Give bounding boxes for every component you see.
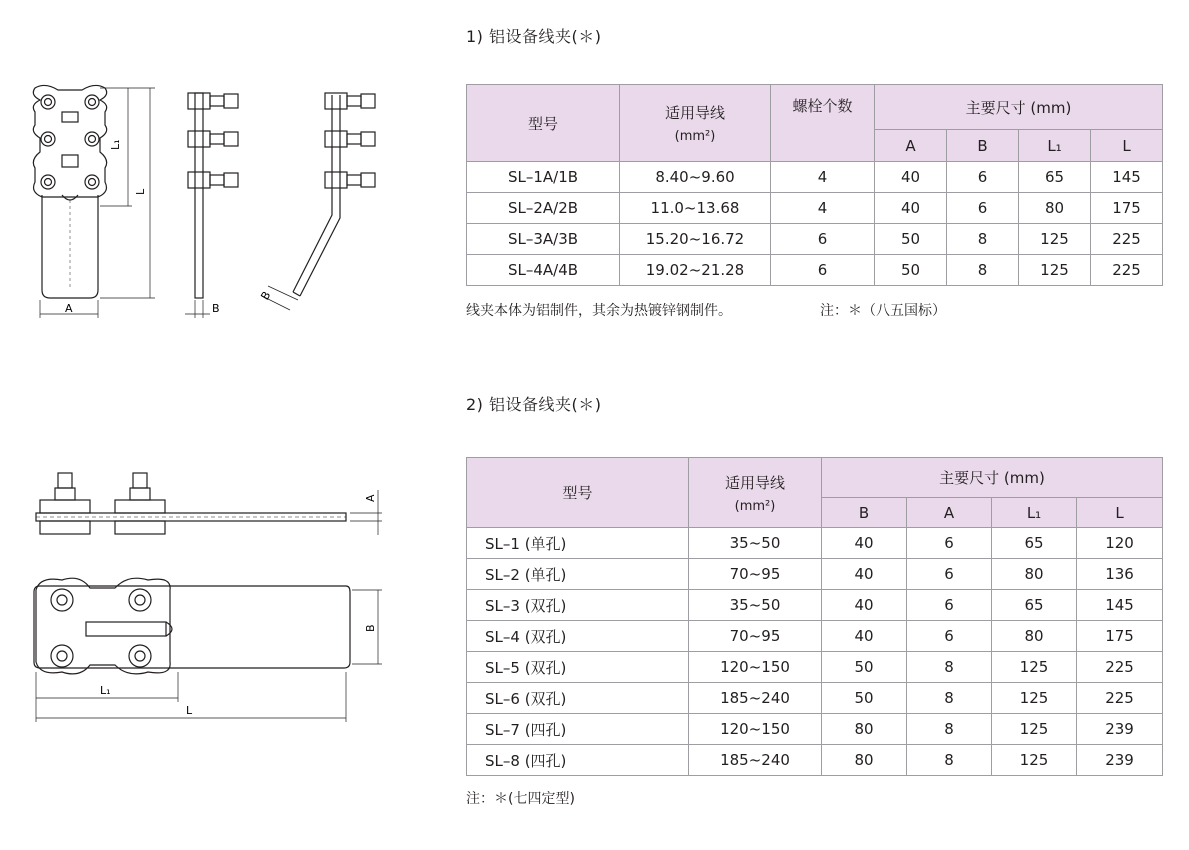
cell-L: 239 bbox=[1077, 714, 1163, 745]
col-header-L: L bbox=[1091, 130, 1163, 162]
cell-bolts: 4 bbox=[771, 162, 875, 193]
dim-L-label: L bbox=[186, 704, 193, 717]
cell-L1: 125 bbox=[992, 745, 1077, 776]
cell-A: 40 bbox=[875, 193, 947, 224]
cell-A: 8 bbox=[907, 652, 992, 683]
spec-table-2 bbox=[466, 457, 1163, 776]
material-note: 线夹本体为铝制件，其余为热镀锌钢制件。 bbox=[466, 303, 732, 319]
cell-model: SL–6 (双孔) bbox=[467, 683, 689, 714]
table-row bbox=[467, 528, 1163, 559]
cell-A: 6 bbox=[907, 590, 992, 621]
cell-model: SL–3 (双孔) bbox=[467, 590, 689, 621]
col-header-L: L bbox=[1077, 498, 1163, 528]
cell-B: 40 bbox=[822, 559, 907, 590]
table-row bbox=[467, 162, 1163, 193]
table-row bbox=[467, 714, 1163, 745]
cell-conductor: 11.0~13.68 bbox=[620, 193, 771, 224]
cell-L1: 80 bbox=[1019, 193, 1091, 224]
cell-conductor: 120~150 bbox=[689, 714, 822, 745]
dim-B-side-label: B bbox=[258, 289, 274, 303]
dim-L1-label: L₁ bbox=[100, 684, 111, 697]
table-row bbox=[467, 683, 1163, 714]
cell-B: 40 bbox=[822, 528, 907, 559]
cell-model: SL–3A/3B bbox=[467, 224, 620, 255]
cell-L1: 125 bbox=[1019, 255, 1091, 286]
cell-model: SL–4 (双孔) bbox=[467, 621, 689, 652]
table-row bbox=[467, 559, 1163, 590]
cell-model: SL–7 (四孔) bbox=[467, 714, 689, 745]
col-header-B: B bbox=[947, 130, 1019, 162]
clamp-drawing-2 bbox=[0, 440, 440, 740]
cell-conductor: 120~150 bbox=[689, 652, 822, 683]
cell-A: 6 bbox=[907, 559, 992, 590]
cell-L: 175 bbox=[1077, 621, 1163, 652]
col-header-dims: 主要尺寸 (mm) bbox=[822, 458, 1163, 498]
cell-model: SL–8 (四孔) bbox=[467, 745, 689, 776]
cell-B: 80 bbox=[822, 745, 907, 776]
cell-model: SL–5 (双孔) bbox=[467, 652, 689, 683]
col-header-A: A bbox=[875, 130, 947, 162]
clamp-drawing-1 bbox=[0, 0, 440, 340]
col-header-L1: L₁ bbox=[1019, 130, 1091, 162]
dim-A-label: A bbox=[364, 494, 377, 502]
col-header-conductor bbox=[620, 85, 771, 162]
col-header-dims: 主要尺寸 (mm) bbox=[875, 85, 1163, 130]
cell-L1: 80 bbox=[992, 559, 1077, 590]
standard-note-1: 注：＊（八五国标） bbox=[820, 303, 946, 319]
table-row bbox=[467, 255, 1163, 286]
cell-L: 145 bbox=[1091, 162, 1163, 193]
cell-model: SL–1 (单孔) bbox=[467, 528, 689, 559]
cell-A: 8 bbox=[907, 683, 992, 714]
cell-L1: 125 bbox=[1019, 224, 1091, 255]
cell-B: 80 bbox=[822, 714, 907, 745]
table-row bbox=[467, 745, 1163, 776]
cell-A: 8 bbox=[907, 714, 992, 745]
cell-bolts: 6 bbox=[771, 255, 875, 286]
col-header-A: A bbox=[907, 498, 992, 528]
col-header-model: 型号 bbox=[467, 458, 689, 528]
cell-L: 225 bbox=[1091, 224, 1163, 255]
spec-table-1 bbox=[466, 84, 1163, 286]
cell-L: 225 bbox=[1091, 255, 1163, 286]
cell-B: 40 bbox=[822, 590, 907, 621]
dim-A-label: A bbox=[65, 302, 73, 315]
cell-model: SL–4A/4B bbox=[467, 255, 620, 286]
cell-B: 50 bbox=[822, 652, 907, 683]
cell-bolts: 6 bbox=[771, 224, 875, 255]
cell-bolts: 4 bbox=[771, 193, 875, 224]
conductor-unit: (mm²) bbox=[674, 129, 716, 144]
dim-B-label: B bbox=[212, 302, 220, 315]
cell-A: 50 bbox=[875, 255, 947, 286]
cell-conductor: 15.20~16.72 bbox=[620, 224, 771, 255]
col-header-conductor bbox=[689, 458, 822, 528]
cell-B: 6 bbox=[947, 193, 1019, 224]
cell-A: 50 bbox=[875, 224, 947, 255]
cell-L1: 125 bbox=[992, 652, 1077, 683]
cell-conductor: 70~95 bbox=[689, 621, 822, 652]
cell-B: 8 bbox=[947, 255, 1019, 286]
dim-L-label: L bbox=[134, 188, 147, 195]
cell-L: 239 bbox=[1077, 745, 1163, 776]
cell-B: 6 bbox=[947, 162, 1019, 193]
cell-B: 8 bbox=[947, 224, 1019, 255]
cell-model: SL–2A/2B bbox=[467, 193, 620, 224]
cell-A: 6 bbox=[907, 621, 992, 652]
cell-A: 40 bbox=[875, 162, 947, 193]
col-header-B: B bbox=[822, 498, 907, 528]
conductor-label: 适用导线 bbox=[664, 104, 725, 122]
table-row bbox=[467, 652, 1163, 683]
cell-conductor: 35~50 bbox=[689, 590, 822, 621]
cell-L: 225 bbox=[1077, 652, 1163, 683]
cell-conductor: 70~95 bbox=[689, 559, 822, 590]
cell-model: SL–1A/1B bbox=[467, 162, 620, 193]
cell-conductor: 185~240 bbox=[689, 683, 822, 714]
col-header-L1: L₁ bbox=[992, 498, 1077, 528]
cell-L1: 65 bbox=[992, 528, 1077, 559]
cell-conductor: 185~240 bbox=[689, 745, 822, 776]
cell-conductor: 35~50 bbox=[689, 528, 822, 559]
cell-A: 8 bbox=[907, 745, 992, 776]
cell-L1: 65 bbox=[992, 590, 1077, 621]
cell-conductor: 8.40~9.60 bbox=[620, 162, 771, 193]
cell-B: 50 bbox=[822, 683, 907, 714]
cell-B: 40 bbox=[822, 621, 907, 652]
table-row bbox=[467, 193, 1163, 224]
cell-L: 120 bbox=[1077, 528, 1163, 559]
cell-L1: 125 bbox=[992, 714, 1077, 745]
cell-A: 6 bbox=[907, 528, 992, 559]
cell-L: 145 bbox=[1077, 590, 1163, 621]
table-row bbox=[467, 590, 1163, 621]
cell-conductor: 19.02~21.28 bbox=[620, 255, 771, 286]
col-header-model: 型号 bbox=[467, 85, 620, 162]
table-row bbox=[467, 621, 1163, 652]
dim-B-label: B bbox=[364, 624, 377, 632]
cell-model: SL–2 (单孔) bbox=[467, 559, 689, 590]
cell-L1: 80 bbox=[992, 621, 1077, 652]
section1-title: 1) 铝设备线夹(＊) bbox=[466, 27, 602, 46]
cell-L1: 125 bbox=[992, 683, 1077, 714]
standard-note-2: 注：＊(七四定型) bbox=[466, 791, 575, 807]
conductor-unit: (mm²) bbox=[734, 498, 776, 514]
cell-L: 225 bbox=[1077, 683, 1163, 714]
cell-L1: 65 bbox=[1019, 162, 1091, 193]
col-header-bolts: 螺栓个数 bbox=[771, 85, 875, 162]
dim-L1-label: L₁ bbox=[109, 139, 122, 150]
cell-L: 175 bbox=[1091, 193, 1163, 224]
table-row bbox=[467, 224, 1163, 255]
conductor-label: 适用导线 bbox=[724, 473, 785, 492]
section2-title: 2) 铝设备线夹(＊) bbox=[466, 395, 602, 414]
cell-L: 136 bbox=[1077, 559, 1163, 590]
